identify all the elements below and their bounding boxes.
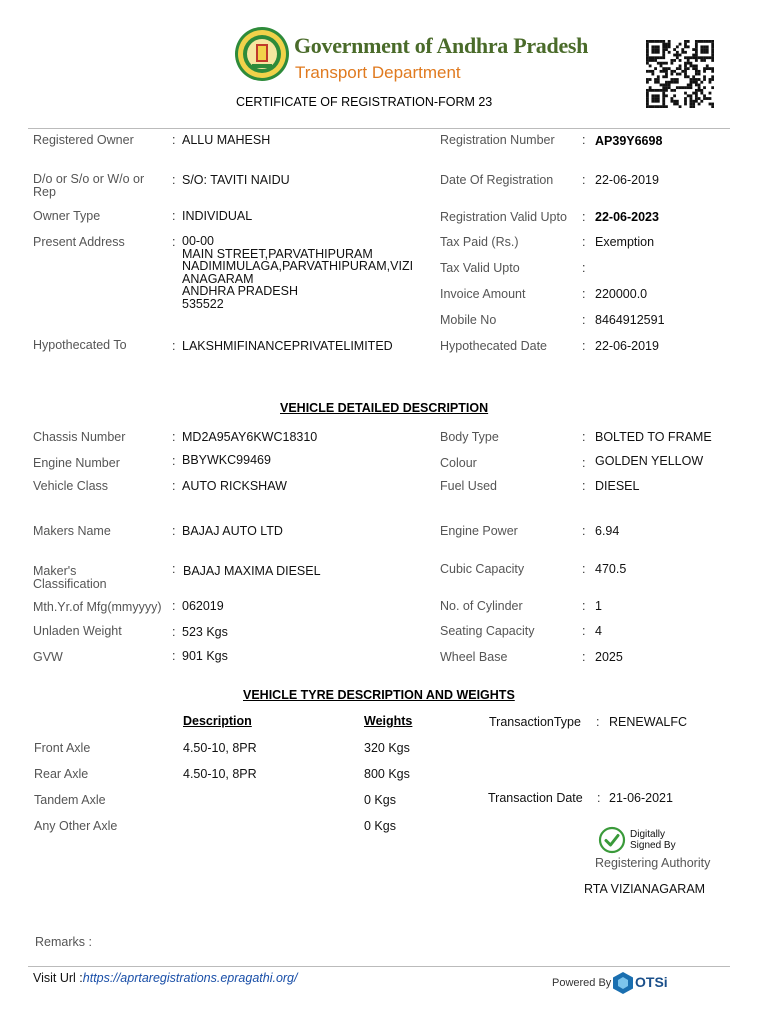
relation-label: D/o or S/o or W/o or Rep <box>33 172 145 199</box>
valid-upto-label: Registration Valid Upto <box>440 210 567 224</box>
tax-paid-label: Tax Paid (Rs.) <box>440 235 519 249</box>
makers-name-label: Makers Name <box>33 524 111 538</box>
owner-type-value: INDIVIDUAL <box>182 209 253 223</box>
date-of-registration-value: 22-06-2019 <box>595 173 659 187</box>
tyre-col-weights: Weights <box>364 714 413 728</box>
colour-label: Colour <box>440 456 477 470</box>
qr-code <box>646 40 714 108</box>
hypothecated-to-value: LAKSHMIFINANCEPRIVATELIMITED <box>182 339 393 353</box>
wheel-base-value: 2025 <box>595 650 623 664</box>
relation-value: S/O: TAVITI NAIDU <box>182 173 290 187</box>
cubic-capacity-label: Cubic Capacity <box>440 562 525 576</box>
cylinder-value: 1 <box>595 599 602 613</box>
gov-title: Government of Andhra Pradesh <box>294 33 589 58</box>
tyre-col-description: Description <box>183 714 252 728</box>
powered-by-text: Powered By <box>552 977 612 989</box>
registering-authority: Registering Authority <box>595 856 711 870</box>
axle-label: Tandem Axle <box>34 793 106 807</box>
engine-value: BBYWKC99469 <box>182 453 271 467</box>
valid-upto-value: 22-06-2023 <box>595 210 659 224</box>
transaction-date-label: Transaction Date <box>488 791 583 805</box>
vehicle-description-heading: VEHICLE DETAILED DESCRIPTION <box>280 401 489 415</box>
colour-value: GOLDEN YELLOW <box>595 454 704 468</box>
axle-weight: 800 Kgs <box>364 767 410 781</box>
registration-number-label: Registration Number <box>440 133 555 147</box>
axle-label: Rear Axle <box>34 767 89 781</box>
date-of-registration-label: Date Of Registration <box>440 173 554 187</box>
footer-divider <box>28 966 730 967</box>
fuel-value: DIESEL <box>595 479 640 493</box>
gvw-label: GVW <box>33 650 63 664</box>
check-icon <box>598 826 626 854</box>
otsi-brand: OTSi <box>635 974 668 990</box>
vehicle-class-value: AUTO RICKSHAW <box>182 479 287 493</box>
axle-desc: 4.50-10, 8PR <box>183 767 257 781</box>
mfg-label: Mth.Yr.of Mfg(mmyyyy) <box>33 600 162 614</box>
makers-classification-value: BAJAJ MAXIMA DIESEL <box>183 564 321 578</box>
form-title: CERTIFICATE OF REGISTRATION-FORM 23 <box>236 95 493 109</box>
invoice-amount-label: Invoice Amount <box>440 287 526 301</box>
vehicle-class-label: Vehicle Class <box>33 479 109 493</box>
owner-type-label: Owner Type <box>33 209 101 223</box>
axle-weight: 0 Kgs <box>364 819 396 833</box>
digitally-signed-text: Digitally Signed By <box>630 829 676 851</box>
axle-label: Front Axle <box>34 741 91 755</box>
visit-url-label: Visit Url : <box>33 971 83 985</box>
seating-label: Seating Capacity <box>440 624 535 638</box>
rta-name: RTA VIZIANAGARAM <box>584 882 706 896</box>
axle-desc: 4.50-10, 8PR <box>183 741 257 755</box>
invoice-amount-value: 220000.0 <box>595 287 648 301</box>
visit-url-link[interactable]: https://aprtaregistrations.epragathi.org/ <box>82 971 298 985</box>
transaction-date-value: 21-06-2021 <box>609 791 673 805</box>
chassis-value: MD2A95AY6KWC18310 <box>182 430 318 444</box>
engine-power-value: 6.94 <box>595 524 620 538</box>
registered-owner-label: Registered Owner <box>33 133 134 147</box>
registered-owner-value: ALLU MAHESH <box>182 133 271 147</box>
otsi-logo-icon <box>612 971 634 995</box>
seating-value: 4 <box>595 624 602 638</box>
makers-classification-label: Maker's Classification <box>33 564 107 591</box>
tax-valid-upto-label: Tax Valid Upto <box>440 261 520 275</box>
mobile-no-value: 8464912591 <box>595 313 665 327</box>
axle-label: Any Other Axle <box>34 819 118 833</box>
hypothecated-date-label: Hypothecated Date <box>440 339 548 353</box>
transaction-type-label: TransactionType <box>489 715 581 729</box>
mobile-no-label: Mobile No <box>440 313 497 327</box>
body-type-label: Body Type <box>440 430 499 444</box>
ap-emblem-logo <box>234 26 290 82</box>
visit-url <box>33 971 298 985</box>
tyre-heading: VEHICLE TYRE DESCRIPTION AND WEIGHTS <box>243 688 515 702</box>
axle-weight: 320 Kgs <box>364 741 410 755</box>
chassis-label: Chassis Number <box>33 430 126 444</box>
present-address-label: Present Address <box>33 235 125 249</box>
cylinder-label: No. of Cylinder <box>440 599 523 613</box>
axle-weight: 0 Kgs <box>364 793 396 807</box>
engine-power-label: Engine Power <box>440 524 518 538</box>
wheel-base-label: Wheel Base <box>440 650 508 664</box>
gvw-value: 901 Kgs <box>182 649 228 663</box>
hypothecated-date-value: 22-06-2019 <box>595 339 659 353</box>
remarks-label: Remarks : <box>35 935 92 949</box>
present-address-value: 00-00 MAIN STREET,PARVATHIPURAM NADIMIMULAGA,PARVATHIPURAM,VIZI ANAGARAM ANDHRA PRADESH 535522 <box>182 234 414 311</box>
makers-name-value: BAJAJ AUTO LTD <box>182 524 283 538</box>
unladen-weight-value: 523 Kgs <box>182 625 228 639</box>
dept-title: Transport Department <box>295 63 461 82</box>
unladen-weight-label: Unladen Weight <box>33 624 122 638</box>
body-type-value: BOLTED TO FRAME <box>595 430 712 444</box>
mfg-value: 062019 <box>182 599 224 613</box>
registration-number-value: AP39Y6698 <box>595 134 663 148</box>
tax-paid-value: Exemption <box>595 235 655 249</box>
cubic-capacity-value: 470.5 <box>595 562 627 576</box>
transaction-type-value: RENEWALFC <box>609 715 688 729</box>
hypothecated-to-label: Hypothecated To <box>33 338 127 352</box>
fuel-label: Fuel Used <box>440 479 497 493</box>
divider <box>28 128 730 129</box>
engine-label: Engine Number <box>33 456 120 470</box>
